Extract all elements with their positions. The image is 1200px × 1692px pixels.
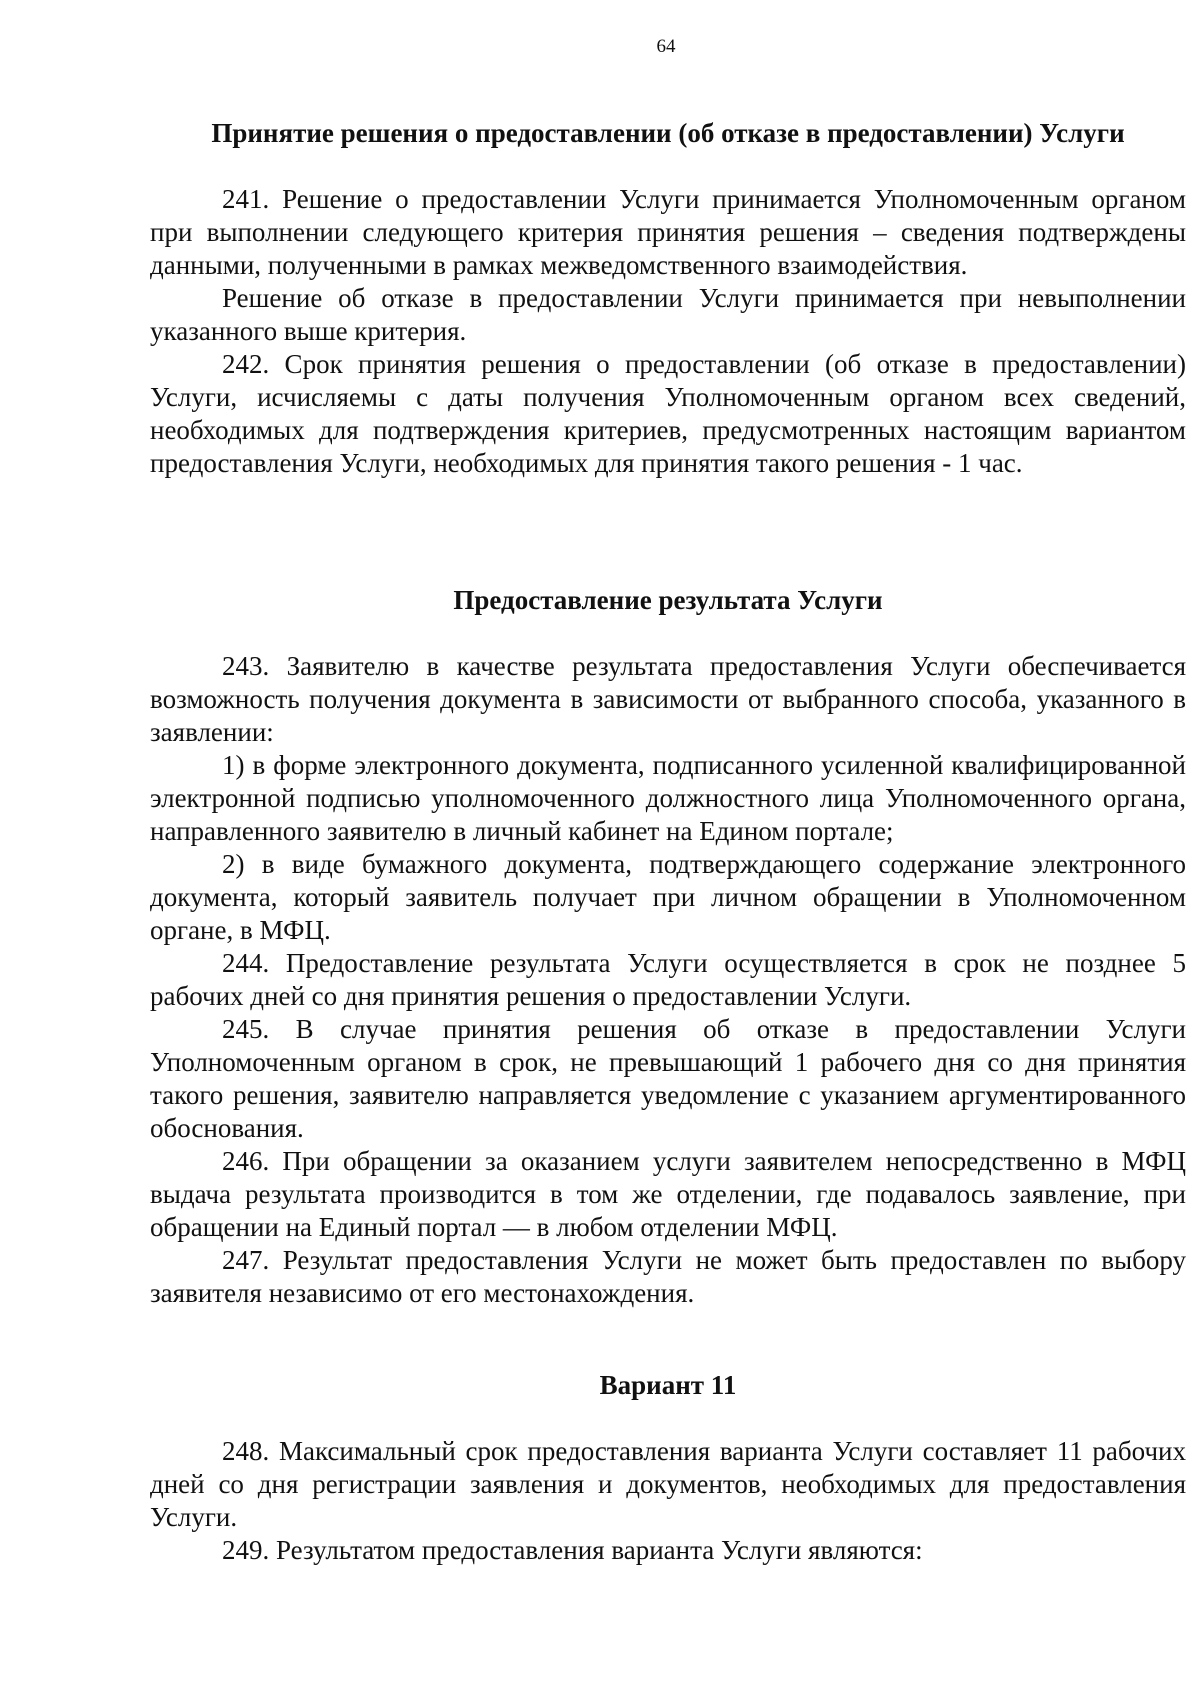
paragraph-247: 247. Результат предоставления Услуги не может быть предоставлен по выбору заявителя независимо от его местонахождения. [150, 1245, 1186, 1308]
section-heading: Принятие решения о предоставлении (об отказе в предоставлении) Услуги [211, 118, 1125, 148]
paragraph-249: 249. Результатом предоставления варианта Услуги являются: [222, 1535, 923, 1565]
section-heading: Предоставление результата Услуги [453, 585, 883, 615]
list-item-1: 1) в форме электронного документа, подписанного усиленной квалифицированной электронной подписью уполномоченного должностного лица Уполномоченного органа, направленного заявителю в личный кабинет на Едином портале; [150, 750, 1186, 846]
paragraph-244: 244. Предоставление результата Услуги осуществляется в срок не позднее 5 рабочих дней со дня принятия решения о предоставлении Услуги. [150, 948, 1186, 1011]
paragraph-248: 248. Максимальный срок предоставления варианта Услуги составляет 11 рабочих дней со дня регистрации заявления и документов, необходимых для предоставления Услуги. [150, 1436, 1186, 1532]
paragraph-245: 245. В случае принятия решения об отказе в предоставлении Услуги Уполномоченным органом в срок, не превышающий 1 рабочего дня со дня принятия такого решения, заявителю направляется уведомление с указанием аргументированного обоснования. [150, 1014, 1186, 1143]
paragraph-refusal: Решение об отказе в предоставлении Услуги принимается при невыполнении указанного выше критерия. [150, 283, 1186, 346]
paragraph-241: 241. Решение о предоставлении Услуги принимается Уполномоченным органом при выполнении следующего критерия принятия решения – сведения подтверждены данными, полученными в рамках межведомственного взаимодействия. [150, 184, 1186, 280]
list-item-2: 2) в виде бумажного документа, подтверждающего содержание электронного документа, который заявитель получает при личном обращении в Уполномоченном органе, в МФЦ. [150, 849, 1186, 945]
section-result [150, 584, 1186, 1310]
paragraph-242: 242. Срок принятия решения о предоставлении (об отказе в предоставлении) Услуги, исчисляемы с даты получения Уполномоченным органом всех сведений, необходимых для подтверждения критериев, предусмотренных настоящим вариантом предоставления Услуги, необходимых для принятия такого решения - 1 час. [150, 349, 1186, 478]
paragraph-246: 246. При обращении за оказанием услуги заявителем непосредственно в МФЦ выдача результата производится в том же отделении, где подавалось заявление, при обращении на Единый портал — в любом отделении МФЦ. [150, 1146, 1186, 1242]
section-variant-11 [150, 1369, 1186, 1567]
section-decision [150, 117, 1186, 480]
paragraph-243: 243. Заявителю в качестве результата предоставления Услуги обеспечивается возможность получения документа в зависимости от выбранного способа, указанного в заявлении: [150, 651, 1186, 747]
section-heading: Вариант 11 [599, 1370, 737, 1400]
page-number: 64 [656, 36, 676, 57]
